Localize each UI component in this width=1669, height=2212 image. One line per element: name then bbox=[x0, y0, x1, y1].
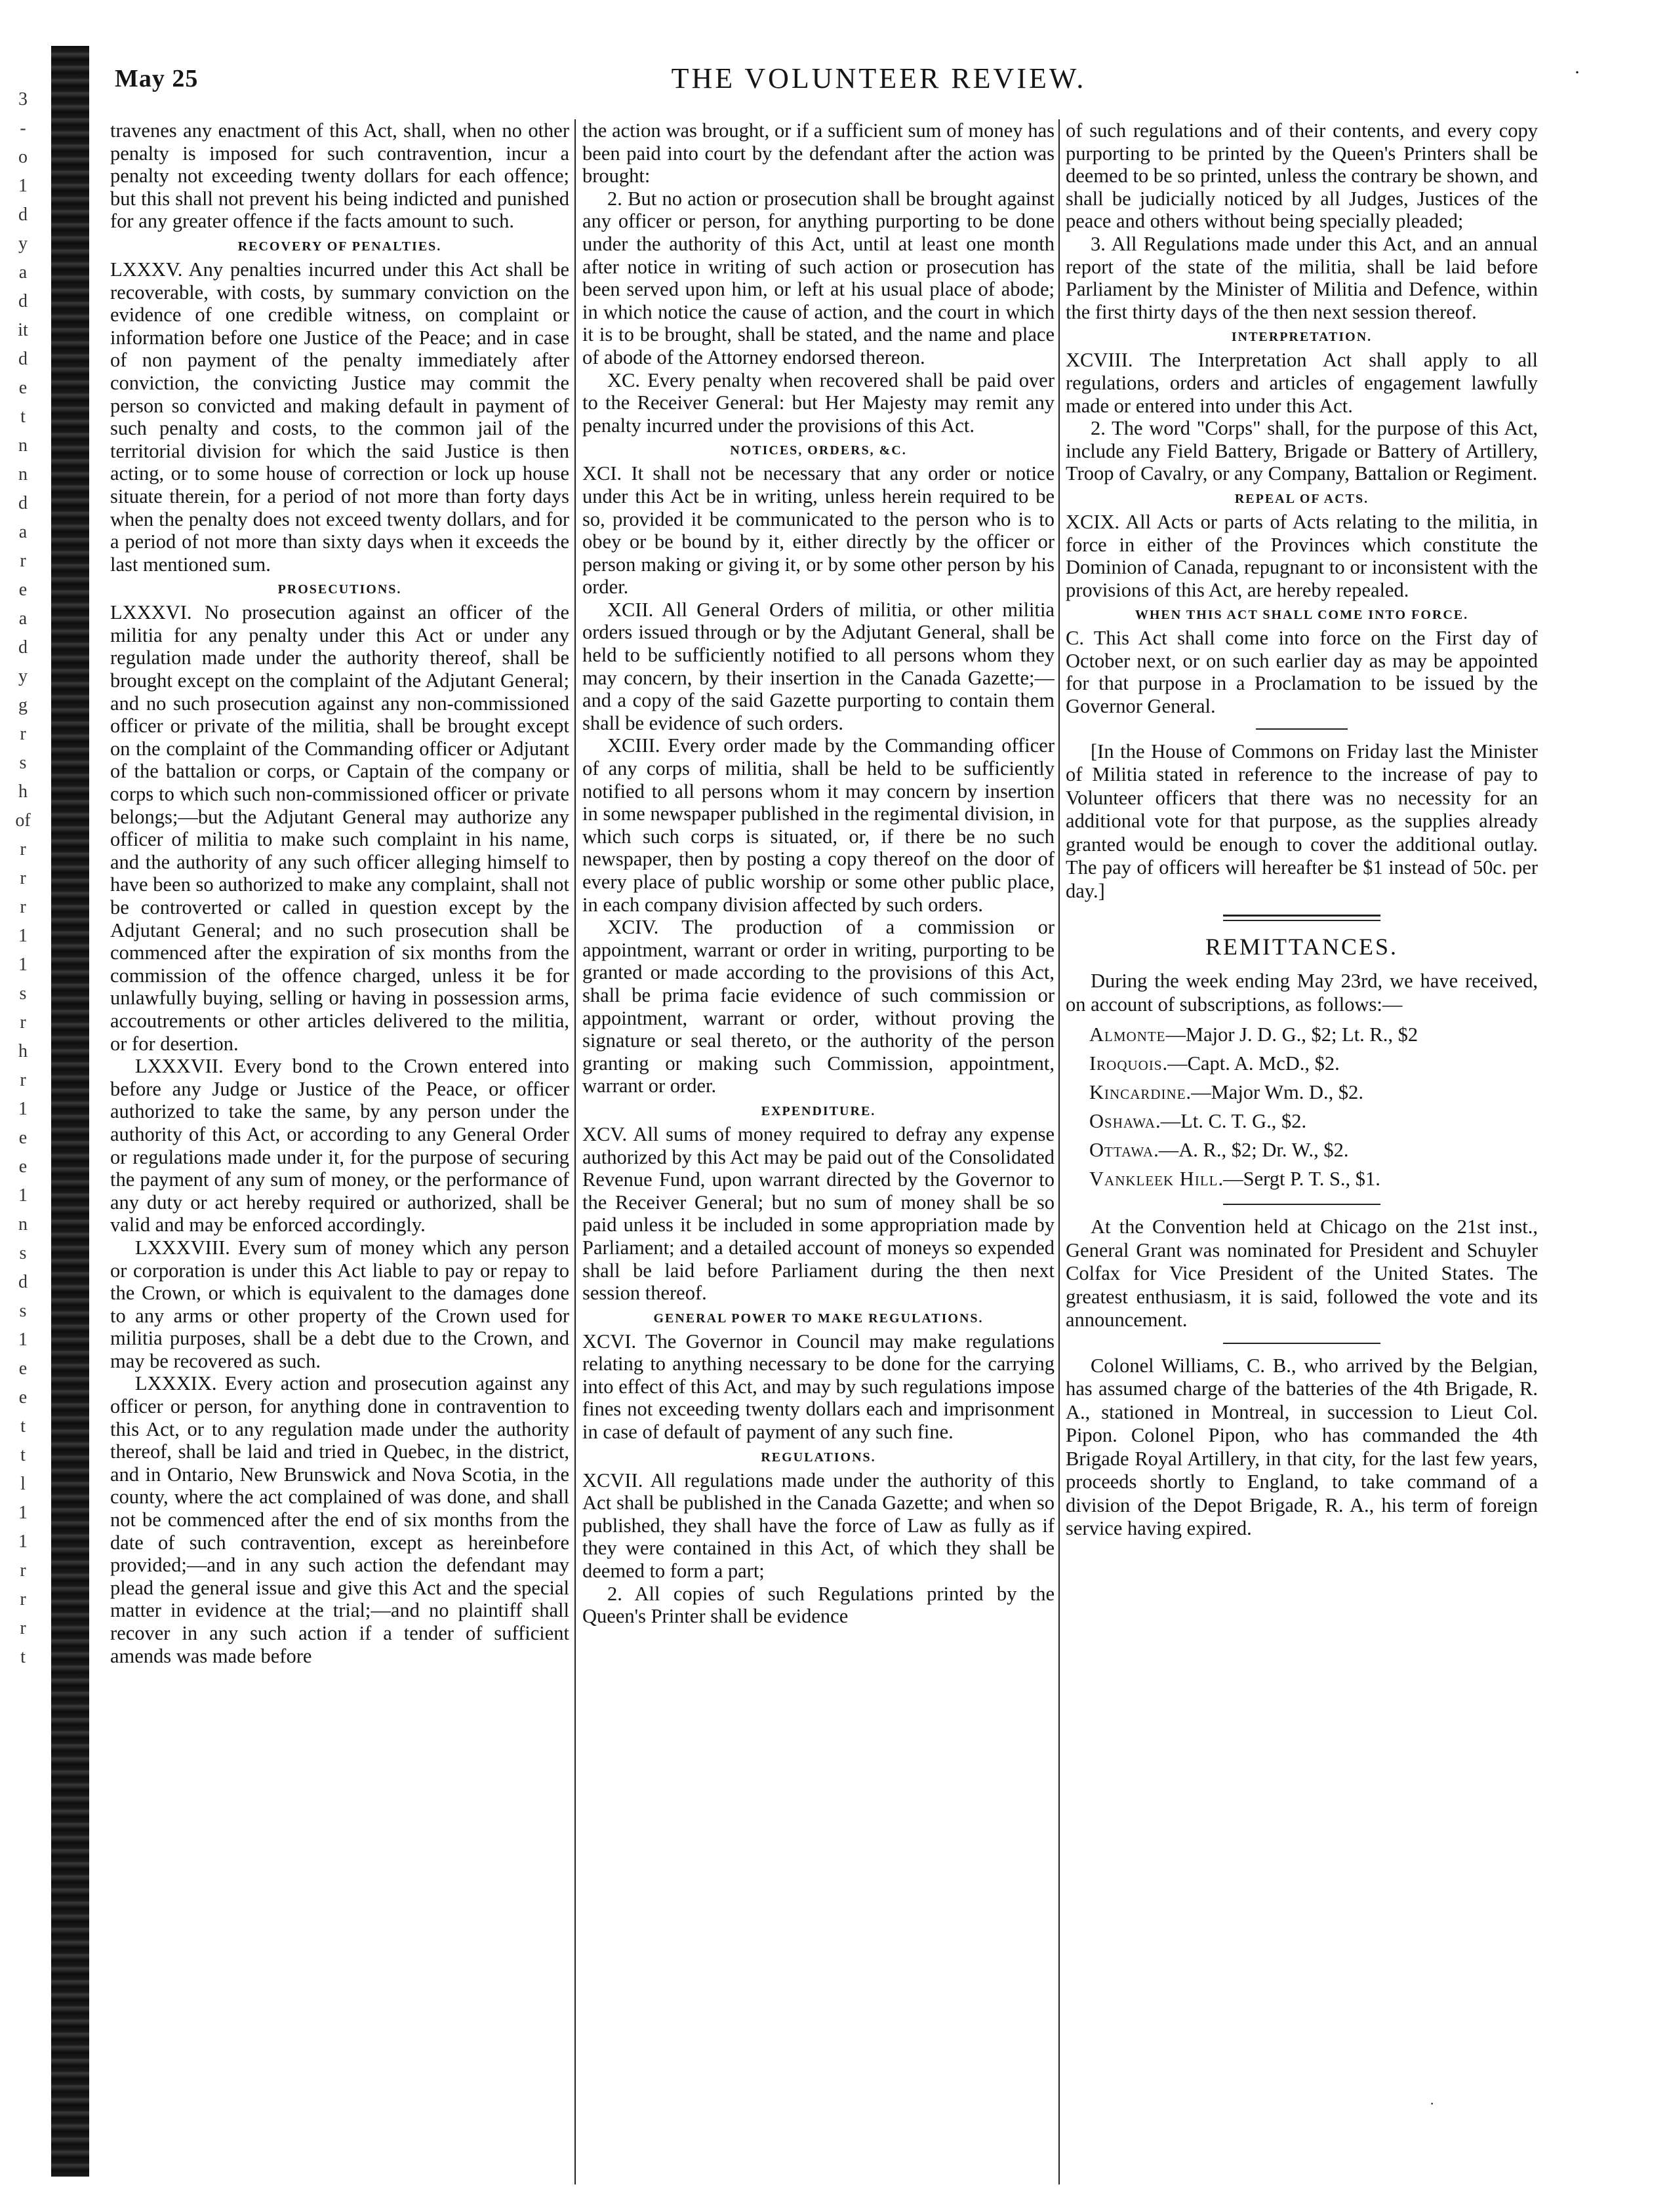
separator-rule bbox=[1223, 1343, 1380, 1344]
section-heading: GENERAL POWER TO MAKE REGULATIONS. bbox=[653, 1311, 984, 1326]
statute-paragraph: the action was brought, or if a sufficient sum of money has been paid into court by the defendant after the action was brought: bbox=[582, 119, 1055, 188]
section-heading: NOTICES, ORDERS, &C. bbox=[730, 443, 907, 458]
statute-paragraph: of such regulations and of their contents, and every copy purporting to be printed by the Queen's Printers shall be deemed to be so printed, unless the contrary be shown, and shall be judicially noticed by all Judges, Justices of the peace and others without being specially pleaded; bbox=[1066, 119, 1538, 233]
remittances-list bbox=[1089, 1020, 1538, 1193]
margin-fragment: r bbox=[20, 897, 26, 917]
margin-fragment: y bbox=[18, 233, 28, 254]
margin-fragment: d bbox=[18, 349, 28, 369]
margin-fragment: e bbox=[18, 1358, 28, 1379]
column-rule bbox=[1058, 119, 1060, 2184]
statute-paragraph: C. This Act shall come into force on the First day of October next, or on such earlier day as may be appointed for that purpose in a Proclamation to be issued by the Governor General. bbox=[1066, 627, 1538, 718]
williams-notice: Colonel Williams, C. B., who arrived by the Belgian, has assumed charge of the batteries of the 4th Brigade, R. A., stationed in Montreal, in succession to Lieut Col. Pipon. Colonel Pipon, who has commanded the 4th Brigade Royal Artillery, in that city, for the last few years, proceeds shortly to England, to take command of a division of the Depot Brigade, R. A., his term of foreign service having expired. bbox=[1066, 1354, 1538, 1540]
statute-paragraph: XCII. All General Orders of militia, or other militia orders issued through or by the Adjutant General, shall be held to be sufficiently notified to all persons whom they may concern, by their insertion in the Canada Gazette;—and a copy of the said Gazette purporting to contain them shall be evidence of such orders. bbox=[582, 598, 1055, 734]
remittance-entry bbox=[1089, 1078, 1538, 1107]
remittances-title: REMITTANCES. bbox=[1205, 934, 1399, 960]
statute-paragraph: travenes any enactment of this Act, shall, when no other penalty is imposed for such contravention, incur a penalty not exceeding twenty dollars for each offence; but this shall not prevent his being indicted and punished for any greater offence if the facts amount to such. bbox=[110, 119, 569, 233]
margin-fragment: r bbox=[20, 724, 26, 744]
margin-fragment: d bbox=[18, 637, 28, 658]
publication-title: THE VOLUNTEER REVIEW. bbox=[671, 62, 1087, 94]
margin-fragment: g bbox=[18, 695, 28, 715]
statute-paragraph: XCVI. The Governor in Council may make regulations relating to anything necessary to be done for the carrying into effect of this Act, and may by such regulations impose fines not exceeding twenty dollars each and imprisonment in case of default of payment of any such fine. bbox=[582, 1330, 1055, 1444]
remittance-detail: .—Major Wm. D., $2. bbox=[1186, 1081, 1364, 1104]
adjacent-page-fragments bbox=[0, 85, 46, 1667]
margin-fragment: r bbox=[20, 1070, 26, 1090]
statute-paragraph: XCIX. All Acts or parts of Acts relating to the militia, in force in either of the Provinces which constitute the Dominion of Canada, repugnant to or inconsistent with the provisions of this Act, are hereby repealed. bbox=[1066, 510, 1538, 601]
margin-fragment: 1 bbox=[18, 926, 28, 946]
statute-paragraph: XCI. It shall not be necessary that any order or notice under this Act be in writing, unless herein required to be so, provided it be communicated to the person who is to obey or be bound by it, either directly by the officer or person making or giving it, or by some other person by his order. bbox=[582, 462, 1055, 599]
remittance-place: Almonte bbox=[1089, 1023, 1166, 1046]
remittance-place: Ottawa bbox=[1089, 1139, 1154, 1162]
remittance-entry bbox=[1089, 1020, 1538, 1049]
statute-paragraph: LXXXVII. Every bond to the Crown entered into before any Judge or Justice of the Peace, or officer authorized to take the same, by any person under the authority of this Act, or according to any General Order or regulations made under it, for the purpose of securing the payment of any sum of money, or the performance of any duty or act hereby required or authorized, shall be valid and may be enforced accordingly. bbox=[110, 1055, 569, 1236]
column-3-statute bbox=[1066, 119, 1538, 718]
margin-fragment: d bbox=[18, 1272, 28, 1292]
margin-fragment: a bbox=[18, 262, 28, 283]
statute-paragraph: LXXXV. Any penalties incurred under this Act shall be recoverable, with costs, by summary conviction on the evidence of one credible witness, on complaint or information before one Justice of the Peace; and in case of non payment of the penalty immediately after conviction, the convicting Justice may commit the person so convicted and making default in payment of such penalty and costs, to the common jail of the territorial division for which the said Justice is then acting, or to some house of correction or lock up house situate therein, for a period of not more than forty days when the penalty does not exceed twenty dollars, and for a period of not more than sixty days when it exceeds the last mentioned sum. bbox=[110, 258, 569, 576]
statute-paragraph: 2. But no action or prosecution shall be brought against any officer or person, for anything purporting to be done under the authority of this Act, until at least one month after notice in writing of such action or prosecution has been served upon him, or left at his usual place of abode; in which notice the cause of action, and the court in which it is to be brought, shall be stated, and the name and place of abode of the Attorney endorsed thereon. bbox=[582, 187, 1055, 368]
statute-paragraph: LXXXVI. No prosecution against an officer of the militia for any penalty under this Act or under any regulation made under the authority thereof, shall be brought except on the complaint of the Adjutant General; and no such prosecution against any non-commissioned officer or private of the militia, shall be brought except on the complaint of the Commanding officer or Adjutant of the battalion or corps, or Captain of the company or corps to which such non-commissioned officer or private belongs;—but the Adjutant General may authorize any officer of militia to make such complaint in his name, and the authority of any such officer alleging himself to have been so authorized to make any complaint, shall not be controverted or called in question except by the Adjutant General; and no such prosecution shall be commenced after the expiration of six months from the commission of the offence charged, unless it be for unlawfully buying, selling or having in possession arms, accoutrements or other articles delivered to the militia, or for desertion. bbox=[110, 601, 569, 1055]
column-1 bbox=[110, 119, 569, 2184]
section-heading: WHEN THIS ACT SHALL COME INTO FORCE. bbox=[1135, 608, 1469, 623]
margin-fragment: r bbox=[20, 868, 26, 888]
remittance-entry bbox=[1089, 1107, 1538, 1136]
margin-fragment: s bbox=[19, 1243, 27, 1263]
remittances-intro: During the week ending May 23rd, we have received, on account of subscriptions, as follows:— bbox=[1066, 970, 1538, 1016]
margin-fragment: d bbox=[18, 493, 28, 513]
margin-fragment: of bbox=[15, 810, 31, 831]
column-rule bbox=[574, 119, 576, 2184]
statute-paragraph: XCIII. Every order made by the Commanding officer of any corps of militia, shall be held to be sufficiently notified to all persons whom it may concern by insertion in some newspaper published in the regimental division, in which such corps is situated, or, if there be no such newspaper, then by posting a copy thereof on the door of every place of public worship or some other public place, in each company division affected by such orders. bbox=[582, 734, 1055, 916]
margin-fragment: 1 bbox=[18, 1531, 28, 1552]
remittance-detail: —Major J. D. G., $2; Lt. R., $2 bbox=[1165, 1023, 1418, 1046]
margin-fragment: n bbox=[18, 1214, 28, 1234]
remittance-detail: .—Sergt P. T. S., $1. bbox=[1218, 1168, 1380, 1191]
margin-fragment: n bbox=[18, 435, 28, 456]
separator-rule bbox=[1223, 1204, 1380, 1205]
margin-fragment: e bbox=[18, 1128, 28, 1148]
statute-paragraph: 3. All Regulations made under this Act, and an annual report of the state of the militia, shall be laid before Parliament by the Minister of Militia and Defence, within the first thirty days of the then next session thereof. bbox=[1066, 232, 1538, 323]
statute-paragraph: LXXXVIII. Every sum of money which any person or corporation is under this Act liable to pay or repay to the Crown, or which is equivalent to the damages done to any arms or other property of the Crown used for militia purposes, shall be a debt due to the Crown, and may be recovered as such. bbox=[110, 1236, 569, 1372]
margin-fragment: a bbox=[18, 522, 28, 542]
remittance-place: Vankleek Hill bbox=[1089, 1168, 1218, 1191]
margin-fragment: r bbox=[20, 1589, 26, 1610]
remittance-detail: .—Lt. C. T. G., $2. bbox=[1156, 1110, 1307, 1133]
margin-fragment: t bbox=[20, 1647, 26, 1667]
margin-fragment: n bbox=[18, 464, 28, 484]
margin-fragment: r bbox=[20, 1560, 26, 1581]
margin-fragment: it bbox=[18, 320, 28, 340]
remittance-place: Kincardine bbox=[1089, 1081, 1186, 1104]
margin-fragment: a bbox=[18, 608, 28, 629]
margin-fragment: 3 bbox=[18, 89, 28, 109]
section-heading: PROSECUTIONS. bbox=[277, 582, 402, 597]
issue-date: May 25 bbox=[115, 65, 199, 92]
margin-fragment: r bbox=[20, 1618, 26, 1638]
margin-fragment: 1 bbox=[18, 1503, 28, 1523]
section-heading: INTERPRETATION. bbox=[1231, 330, 1373, 345]
remittance-place: Iroquois bbox=[1089, 1052, 1163, 1075]
statute-paragraph: XCV. All sums of money required to defray any expense authorized by this Act may be paid out of the Consolidated Revenue Fund, upon warrant directed by the Governor to the Receiver General; but no sum of money shall be so paid unless it be included in some appropriation made by Parliament; and a detailed account of moneys so expended shall be laid before Parliament during the then next session thereof. bbox=[582, 1122, 1055, 1305]
statute-paragraph: LXXXIX. Every action and prosecution against any officer or person, for anything done in contravention to this Act, or to any regulation made under the authority thereof, shall be laid and tried in Quebec, in the district, and in Ontario, New Brunswick and Nova Scotia, in the county, where the act complained of was done, and shall not be commenced after the end of six months from the date of such contravention, except as hereinbefore provided;—and in any such action the defendant may plead the general issue and give this Act and the special matter in evidence at the trial;—and no plaintiff shall recover in any such action if a tender of sufficient amends was made before bbox=[110, 1372, 569, 1667]
margin-fragment: 1 bbox=[18, 955, 28, 975]
margin-fragment: s bbox=[19, 1301, 27, 1321]
margin-fragment: o bbox=[18, 147, 28, 167]
remittance-place: Oshawa bbox=[1089, 1110, 1156, 1133]
margin-fragment: d bbox=[18, 205, 28, 225]
margin-fragment: r bbox=[20, 839, 26, 859]
remittance-entry bbox=[1089, 1164, 1538, 1193]
margin-fragment: 1 bbox=[18, 1185, 28, 1206]
remittance-detail: .—A. R., $2; Dr. W., $2. bbox=[1154, 1139, 1349, 1162]
margin-fragment: h bbox=[18, 1041, 28, 1061]
margin-fragment: s bbox=[19, 753, 27, 773]
margin-fragment: h bbox=[18, 781, 28, 802]
section-heading: REGULATIONS. bbox=[761, 1450, 876, 1465]
statute-paragraph: 2. All copies of such Regulations printed by the Queen's Printer shall be evidence bbox=[582, 1582, 1055, 1628]
column-3 bbox=[1066, 119, 1538, 2184]
running-head bbox=[98, 58, 1659, 104]
statute-paragraph: XCVII. All regulations made under the authority of this Act shall be published in the Canada Gazette; and when so published, they shall have the force of Law as fully as if they were contained in this Act, of which they shall be deemed to form a part; bbox=[582, 1469, 1055, 1583]
chicago-notice: At the Convention held at Chicago on the 21st inst., General Grant was nominated for President and Schuyler Colfax for Vice President of the United States. The greatest enthusiasm, it is said, followed the vote and its announcement. bbox=[1066, 1215, 1538, 1332]
section-heading: REPEAL OF ACTS. bbox=[1234, 491, 1369, 506]
statute-paragraph: XC. Every penalty when recovered shall be paid over to the Receiver General: but Her Majesty may remit any penalty incurred under the provisions of this Act. bbox=[582, 368, 1055, 437]
footer-mark: · bbox=[1430, 2095, 1435, 2112]
binding-edge-shadow bbox=[51, 46, 89, 2177]
margin-fragment: - bbox=[20, 118, 26, 138]
margin-fragment: t bbox=[20, 1445, 26, 1465]
margin-fragment: y bbox=[18, 666, 28, 686]
statute-paragraph: 2. The word "Corps" shall, for the purpose of this Act, include any Field Battery, Brigade or Battery of Artillery, Troop of Cavalry, or any Company, Battalion or Regiment. bbox=[1066, 417, 1538, 485]
margin-fragment: 1 bbox=[18, 176, 28, 196]
margin-fragment: r bbox=[20, 1012, 26, 1033]
statute-paragraph: XCVIII. The Interpretation Act shall apply to all regulations, orders and articles of engagement lawfully made or entered into under this Act. bbox=[1066, 349, 1538, 417]
margin-fragment: e bbox=[18, 1387, 28, 1408]
margin-fragment: d bbox=[18, 291, 28, 311]
margin-fragment: e bbox=[18, 378, 28, 398]
margin-fragment: l bbox=[20, 1474, 26, 1494]
separator-rule bbox=[1256, 728, 1348, 730]
corner-mark: · bbox=[1574, 62, 1580, 83]
margin-fragment: r bbox=[20, 551, 26, 571]
margin-fragment: e bbox=[18, 1156, 28, 1177]
margin-fragment: 1 bbox=[18, 1099, 28, 1119]
section-heading: RECOVERY OF PENALTIES. bbox=[237, 239, 442, 254]
margin-fragment: s bbox=[19, 983, 27, 1004]
remittance-entry bbox=[1089, 1136, 1538, 1164]
margin-fragment: t bbox=[20, 406, 26, 427]
section-heading: EXPENDITURE. bbox=[761, 1103, 876, 1118]
double-rule bbox=[1223, 915, 1380, 921]
margin-fragment: e bbox=[18, 580, 28, 600]
commons-notice: [In the House of Commons on Friday last the Minister of Militia stated in reference to the increase of pay to Volunteer officers that there was no necessity for an additional vote for that purpose, as the supplies already granted would be enough to cover the additional outlay. The pay of officers will hereafter be $1 instead of 50c. per day.] bbox=[1066, 740, 1538, 902]
margin-fragment: t bbox=[20, 1416, 26, 1436]
remittance-detail: .—Capt. A. McD., $2. bbox=[1162, 1052, 1340, 1075]
remittance-entry bbox=[1089, 1049, 1538, 1078]
margin-fragment: 1 bbox=[18, 1330, 28, 1350]
statute-paragraph: XCIV. The production of a commission or appointment, warrant or order in writing, purporting to be granted or made according to the provisions of this Act, shall be prima facie evidence of such commission or appointment, warrant or order, without proving the signature or seal thereto, or the authority of the person granting or making such Commission, appointment, warrant or order. bbox=[582, 916, 1055, 1097]
column-2 bbox=[582, 119, 1055, 2184]
